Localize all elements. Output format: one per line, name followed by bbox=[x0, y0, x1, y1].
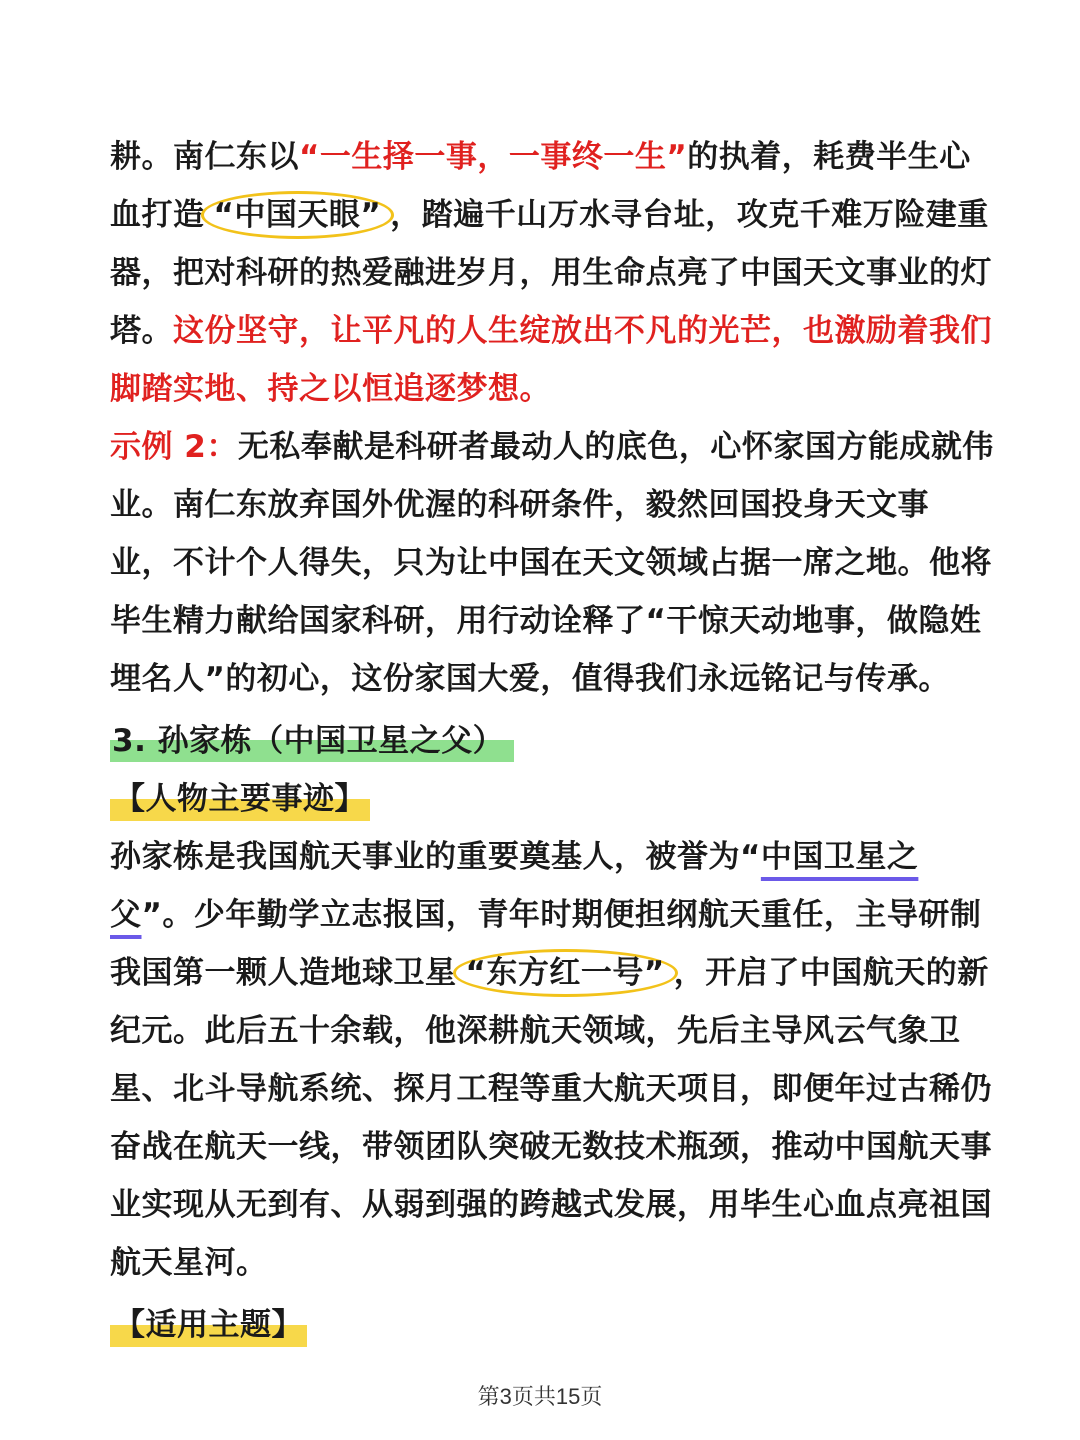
subheading-deeds: 【人物主要事迹】 bbox=[110, 770, 370, 828]
underlined-term: 中国卫星之 bbox=[760, 839, 919, 875]
text-line: 星、北斗导航系统、探月工程等重大航天项目，即便年过古稀仍 bbox=[110, 1071, 992, 1107]
article-body bbox=[110, 128, 994, 1354]
text-span: 孙家栋是我国航天事业的重要奠基人，被誉为“ bbox=[110, 839, 761, 875]
text-line: 业，不计个人得失，只为让中国在天文领域占据一席之地。他将 bbox=[110, 545, 992, 581]
text-span: 无私奉献是科研者最动人的底色，心怀家国方能成就伟 bbox=[237, 429, 994, 465]
text-line: 业。南仁东放弃国外优渥的科研条件，毅然回国投身天文事 bbox=[110, 487, 929, 523]
subheading-line bbox=[110, 770, 970, 828]
section-heading bbox=[110, 712, 970, 770]
text-line: 埋名人”的初心，这份家国大爱，值得我们永远铭记与传承。 bbox=[110, 661, 950, 697]
red-sentence-line: 脚踏实地、持之以恒追逐梦想。 bbox=[110, 371, 551, 407]
red-sentence: 这份坚守，让平凡的人生绽放出不凡的光芒，也激励着我们 bbox=[173, 313, 992, 349]
circled-term: “东方红一号” bbox=[453, 949, 678, 997]
text-line: 器，把对科研的热爱融进岁月，用生命点亮了中国天文事业的灯 bbox=[110, 255, 992, 291]
text-span: 我国第一颗人造地球卫星 bbox=[110, 955, 457, 991]
text-span: ”。少年勤学立志报国，青年时期便担纲航天重任，主导研制 bbox=[141, 897, 982, 933]
text-line: 毕生精力献给国家科研，用行动诠释了“干惊天动地事，做隐姓 bbox=[110, 603, 982, 639]
text-line: 奋战在航天一线，带领团队突破无数技术瓶颈，推动中国航天事 bbox=[110, 1129, 992, 1165]
text-line bbox=[110, 886, 982, 944]
text-line: 纪元。此后五十余载，他深耕航天领域，先后主导风云气象卫 bbox=[110, 1013, 961, 1049]
red-quote: “一生择一事，一事终一生” bbox=[299, 139, 688, 175]
text-line bbox=[110, 186, 989, 244]
text-span: ，开启了中国航天的新 bbox=[673, 955, 989, 991]
page-number: 第3页共15页 bbox=[477, 1384, 603, 1409]
text-span: 血打造 bbox=[110, 197, 205, 233]
text-line bbox=[110, 944, 989, 1002]
example-label: 示例 2： bbox=[110, 429, 238, 465]
text-line: 业实现从无到有、从弱到强的跨越式发展，用毕生心血点亮祖国 bbox=[110, 1187, 992, 1223]
text-span: 耕。南仁东以 bbox=[110, 139, 299, 175]
text-line: 航天星河。 bbox=[110, 1245, 268, 1281]
subheading-line bbox=[110, 1296, 970, 1354]
section-heading-text: 3. 孙家栋（中国卫星之父） bbox=[110, 712, 514, 770]
circled-term: “中国天眼” bbox=[201, 191, 395, 239]
subheading-theme: 【适用主题】 bbox=[110, 1296, 307, 1354]
text-span: 的执着，耗费半生心 bbox=[687, 139, 971, 175]
text-line bbox=[110, 828, 970, 886]
text-line bbox=[110, 418, 994, 476]
text-span: 塔。 bbox=[110, 313, 173, 349]
text-line bbox=[110, 302, 992, 360]
text-span: ，踏遍千山万水寻台址，攻克千难万险建重 bbox=[390, 197, 989, 233]
underlined-term: 父 bbox=[110, 897, 142, 933]
text-line bbox=[110, 128, 970, 186]
